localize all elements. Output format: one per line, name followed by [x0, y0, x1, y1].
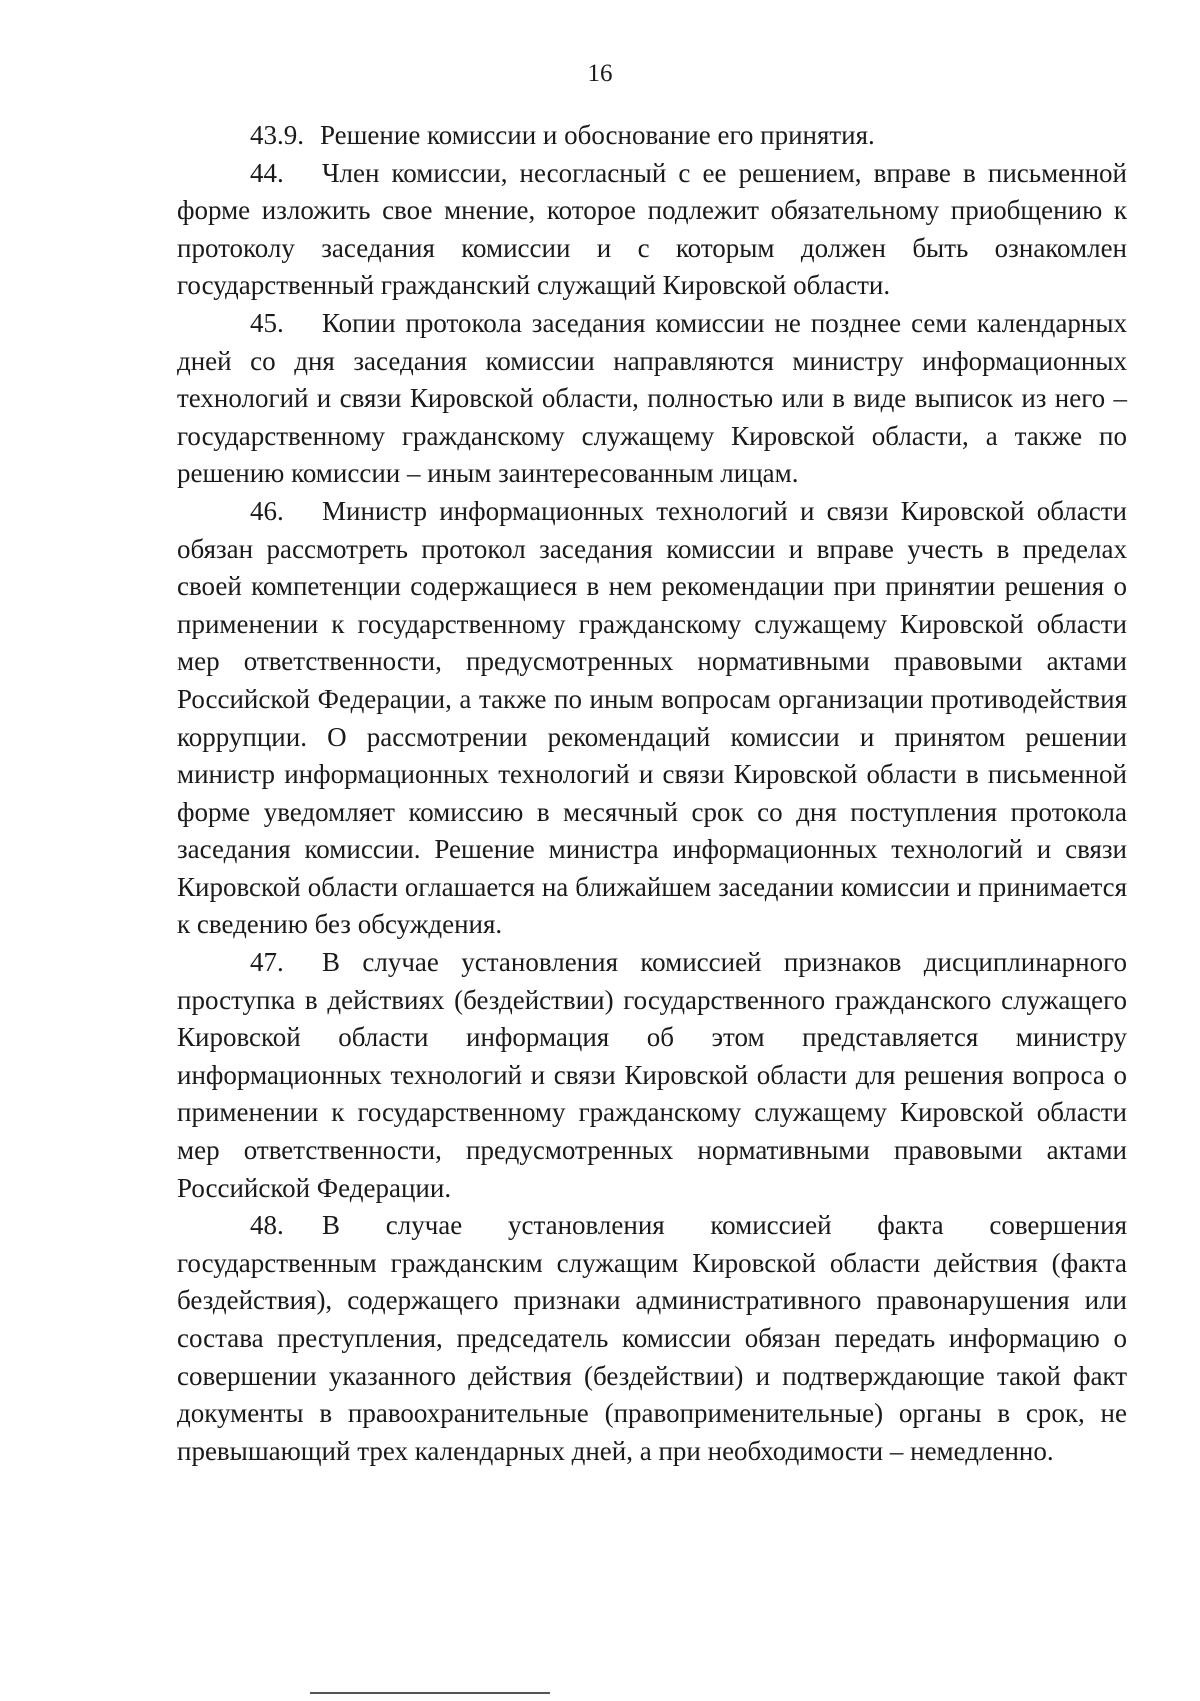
- paragraph-text: В случае установления комиссией признаков дисциплинарного проступка в действиях (бездействии) государственного гражданского служащего Кировской области информация об этом представляется министру информационных технологий и связи Кировской области для решения вопроса о применении к государственному гражданскому служащему Кировской области мер ответственности, предусмотренных нормативными правовыми актами Российской Федерации.: [177, 947, 1127, 1203]
- paragraph-45: [177, 305, 1127, 493]
- paragraph-number: 43.9.: [250, 120, 304, 150]
- paragraph-47: [177, 944, 1127, 1207]
- paragraph-44: [177, 155, 1127, 305]
- paragraph-number: 48.: [250, 1210, 284, 1241]
- paragraph-text: В случае установления комиссией факта совершения государственным гражданским служащим Кировской области действия (факта бездействия), содержащего признаки административного правонарушения или состава преступления, председатель комиссии обязан передать информацию о совершении указанного действия (бездействии) и подтверждающие такой факт документы в правоохранительные (правоприменительные) органы в срок, не превышающий трех календарных дней, а при необходимости – немедленно.: [177, 1210, 1127, 1466]
- paragraph-number: 44.: [250, 157, 284, 188]
- paragraph-43-9: [177, 117, 1127, 155]
- footer-divider: [310, 1692, 550, 1694]
- page-number: 16: [587, 60, 613, 87]
- paragraph-number: 45.: [250, 307, 284, 338]
- paragraph-48: [177, 1207, 1127, 1470]
- paragraph-text: Копии протокола заседания комиссии не позднее семи календарных дней со дня заседания комиссии направляются министру информационных технологий и связи Кировской области, полностью или в виде выписок из него – государственному гражданскому служащему Кировской области, а также по решению комиссии – иным заинтересованным лицам.: [177, 307, 1127, 489]
- paragraph-number: 46.: [250, 495, 284, 526]
- paragraph-text: Министр информационных технологий и связи Кировской области обязан рассмотреть протокол заседания комиссии и вправе учесть в пределах своей компетенции содержащиеся в нем рекомендации при принятии решения о применении к государственному гражданскому служащему Кировской области мер ответственности, предусмотренных нормативными правовыми актами Российской Федерации, а также по иным вопросам организации противодействия коррупции. О рассмотрении рекомендаций комиссии и принятом решении министр информационных технологий и связи Кировской области в письменной форме уведомляет комиссию в месячный срок со дня поступления протокола заседания комиссии. Решение министра информационных технологий и связи Кировской области оглашается на ближайшем заседании комиссии и принимается к сведению без обсуждения.: [177, 495, 1127, 940]
- paragraph-text: Решение комиссии и обоснование его принятия.: [320, 120, 875, 150]
- paragraph-number: 47.: [250, 947, 284, 978]
- paragraph-text: Член комиссии, несогласный с ее решением, вправе в письменной форме изложить свое мнение, которое подлежит обязательному приобщению к протоколу заседания комиссии и с которым должен быть ознакомлен государственный гражданский служащий Кировской области.: [177, 157, 1127, 301]
- document-body: [177, 117, 1127, 1470]
- paragraph-46: [177, 493, 1127, 944]
